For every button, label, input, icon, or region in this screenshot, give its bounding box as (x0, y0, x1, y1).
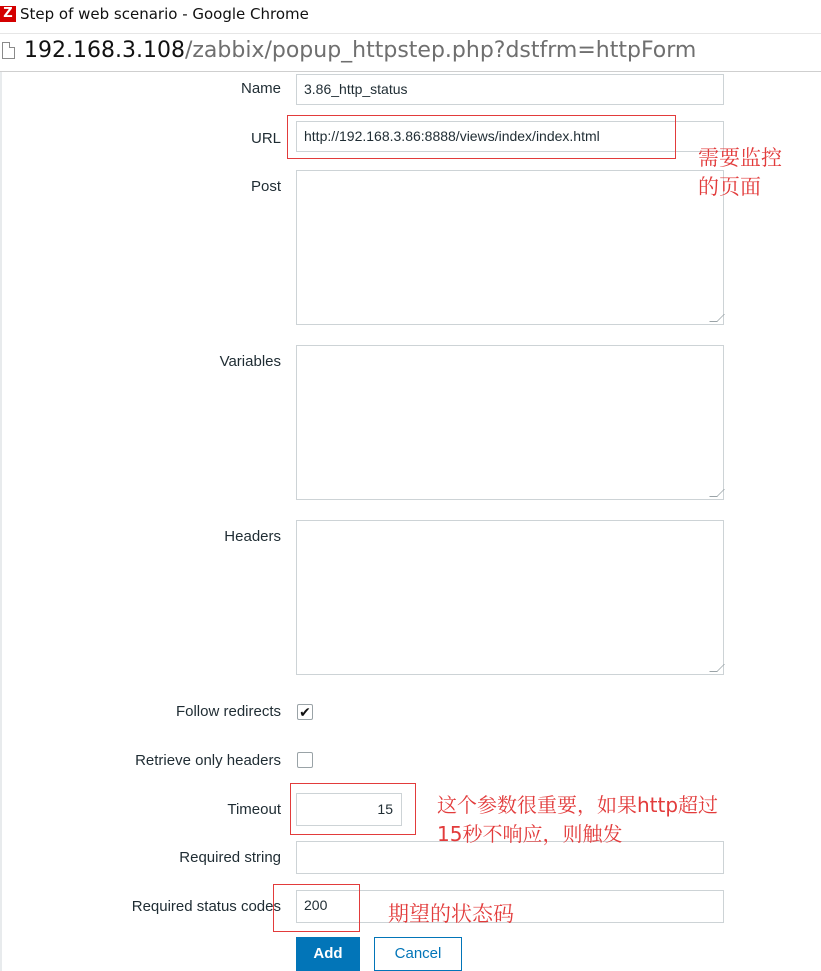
variables-label: Variables (219, 353, 281, 370)
retrieve-only-headers-checkbox[interactable] (297, 752, 313, 768)
url-annotation-line2: 的页面 (698, 175, 761, 199)
url-highlight-box (287, 115, 676, 159)
page-icon (2, 42, 15, 59)
timeout-annotation (437, 791, 718, 849)
window-title: Step of web scenario - Google Chrome (20, 5, 309, 23)
headers-textarea[interactable] (296, 520, 724, 675)
resize-handle-icon[interactable] (709, 664, 725, 672)
post-label: Post (250, 178, 281, 195)
address-bar[interactable] (0, 34, 821, 72)
timeout-annotation-line2: 15秒不响应，则触发 (437, 822, 623, 846)
follow-redirects-checkbox[interactable]: ✔ (297, 704, 313, 720)
url-path: /zabbix/popup_httpstep.php?dstfrm=httpForm (184, 38, 697, 63)
status-codes-annotation: 期望的状态码 (388, 902, 514, 926)
cancel-button[interactable]: Cancel (374, 937, 462, 971)
name-input[interactable]: 3.86_http_status (296, 74, 724, 105)
url-label: URL (250, 130, 281, 147)
url-input[interactable]: http://192.168.3.86:8888/views/index/index.html (296, 121, 724, 152)
required-status-codes-input[interactable]: 200 (296, 890, 724, 923)
url-annotation-line1: 需要监控 (698, 146, 782, 170)
zabbix-logo-icon: Z (0, 6, 16, 22)
resize-handle-icon[interactable] (709, 489, 725, 497)
resize-handle-icon[interactable] (709, 314, 725, 322)
timeout-input[interactable]: 15 (296, 793, 402, 826)
required-status-codes-label: Required status codes (131, 898, 281, 915)
required-string-label: Required string (179, 849, 281, 866)
window-titlebar (0, 0, 821, 34)
variables-textarea[interactable] (296, 345, 724, 500)
url-text[interactable] (24, 38, 696, 63)
post-textarea[interactable] (296, 170, 724, 325)
url-annotation (698, 144, 782, 202)
name-label: Name (240, 80, 281, 97)
headers-label: Headers (224, 528, 281, 545)
retrieve-only-headers-label: Retrieve only headers (135, 752, 281, 769)
timeout-label: Timeout (227, 801, 281, 818)
status-codes-highlight-box (273, 884, 360, 932)
timeout-annotation-line1: 这个参数很重要，如果http超过 (437, 793, 719, 817)
add-button[interactable]: Add (296, 937, 360, 971)
timeout-highlight-box (290, 783, 416, 835)
url-host: 192.168.3.108 (24, 38, 185, 63)
left-divider (0, 72, 2, 971)
follow-redirects-label: Follow redirects (175, 703, 281, 720)
